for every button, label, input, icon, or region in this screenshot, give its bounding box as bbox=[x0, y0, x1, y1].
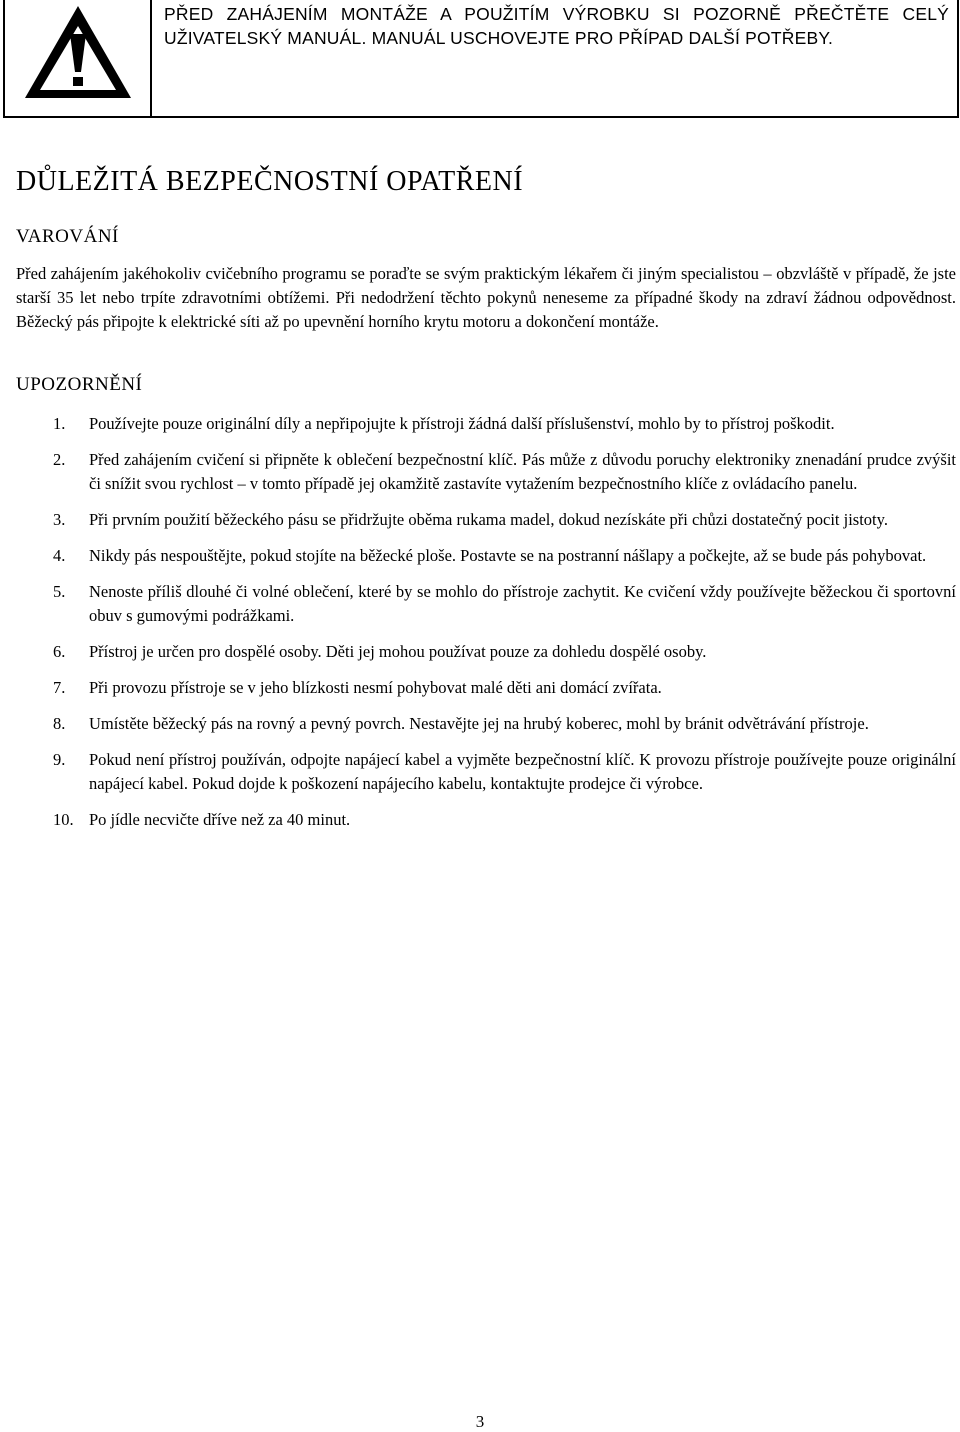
list-item bbox=[16, 580, 956, 628]
list-item-number: 1. bbox=[53, 414, 66, 433]
warning-triangle-icon bbox=[23, 4, 133, 100]
caution-list bbox=[16, 412, 956, 844]
list-item-number: 6. bbox=[53, 642, 66, 661]
list-item bbox=[16, 412, 956, 436]
header-notice-box bbox=[3, 0, 959, 118]
list-item-text: Přístroj je určen pro dospělé osoby. Děti jej mohou používat pouze za dohledu dospělé osoby. bbox=[89, 642, 707, 661]
list-item-number: 3. bbox=[53, 510, 66, 529]
list-item-text: Po jídle necvičte dříve než za 40 minut. bbox=[89, 810, 351, 829]
list-item-number: 2. bbox=[53, 450, 66, 469]
list-item bbox=[16, 448, 956, 496]
list-item bbox=[16, 544, 956, 568]
list-item bbox=[16, 748, 956, 796]
list-item bbox=[16, 712, 956, 736]
caution-heading: UPOZORNĚNÍ bbox=[16, 374, 143, 395]
list-item-text: Při prvním použití běžeckého pásu se přidržujte oběma rukama madel, dokud nezískáte při chůzi dostatečný pocit jistoty. bbox=[89, 510, 888, 529]
header-notice-text: PŘED ZAHÁJENÍM MONTÁŽE A POUŽITÍM VÝROBKU SI POZORNĚ PŘEČTĚTE CELÝ UŽIVATELSKÝ MANUÁL. MANUÁL USCHOVEJTE PRO PŘÍPAD DALŠÍ POTŘEBY. bbox=[164, 4, 949, 48]
warning-cell bbox=[5, 0, 152, 116]
list-item bbox=[16, 640, 956, 664]
list-item-text: Nikdy pás nespouštějte, pokud stojíte na běžecké ploše. Postavte se na postranní nášlapy a počkejte, až se bude pás pohybovat. bbox=[89, 546, 927, 565]
list-item-text: Nenoste příliš dlouhé či volné oblečení, které by se mohlo do přístroje zachytit. Ke cvičení vždy používejte běžeckou či sportovní obuv s gumovými podrážkami. bbox=[89, 582, 956, 625]
list-item-number: 5. bbox=[53, 582, 66, 601]
list-item-text: Před zahájením cvičení si připněte k oblečení bezpečnostní klíč. Pás může z důvodu poruchy elektroniky znenadání prudce zvýšit či snížit svou rychlost – v tomto případě jej okamžitě zastavíte vytažením bezpečnostního klíče z ovládacího panelu. bbox=[89, 450, 956, 493]
warning-heading: VAROVÁNÍ bbox=[16, 226, 119, 247]
list-item-text: Při provozu přístroje se v jeho blízkosti nesmí pohybovat malé děti ani domácí zvířata. bbox=[89, 678, 662, 697]
list-item-number: 10. bbox=[53, 810, 74, 829]
list-item bbox=[16, 676, 956, 700]
list-item bbox=[16, 808, 956, 832]
warning-paragraph: Před zahájením jakéhokoliv cvičebního programu se poraďte se svým praktickým lékařem či jiným specialistou – obzvláště v případě, že jste starší 35 let nebo trpíte zdravotními obtížemi. Při nedodržení těchto pokynů neneseme za případné škody na zdraví žádnou odpovědnost. Běžecký pás připojte k elektrické síti až po upevnění horního krytu motoru a dokončení montáže. bbox=[16, 264, 956, 331]
list-item-text: Pokud není přístroj používán, odpojte napájecí kabel a vyjměte bezpečnostní klíč. K provozu přístroje používejte pouze originální napájecí kabel. Pokud dojde k poškození napájecího kabelu, kontaktujte prodejce či výrobce. bbox=[89, 750, 956, 793]
list-item-number: 4. bbox=[53, 546, 66, 565]
list-item-text: Umístěte běžecký pás na rovný a pevný povrch. Nestavějte jej na hrubý koberec, mohl by bránit odvětrávání přístroje. bbox=[89, 714, 869, 733]
list-item bbox=[16, 508, 956, 532]
page-number: 3 bbox=[475, 1412, 485, 1431]
page-title: DŮLEŽITÁ BEZPEČNOSTNÍ OPATŘENÍ bbox=[16, 166, 524, 197]
list-item-number: 9. bbox=[53, 750, 66, 769]
list-item-text: Používejte pouze originální díly a nepřipojujte k přístroji žádná další příslušenství, mohlo by to přístroj poškodit. bbox=[89, 414, 835, 433]
list-item-number: 8. bbox=[53, 714, 66, 733]
list-item-number: 7. bbox=[53, 678, 66, 697]
